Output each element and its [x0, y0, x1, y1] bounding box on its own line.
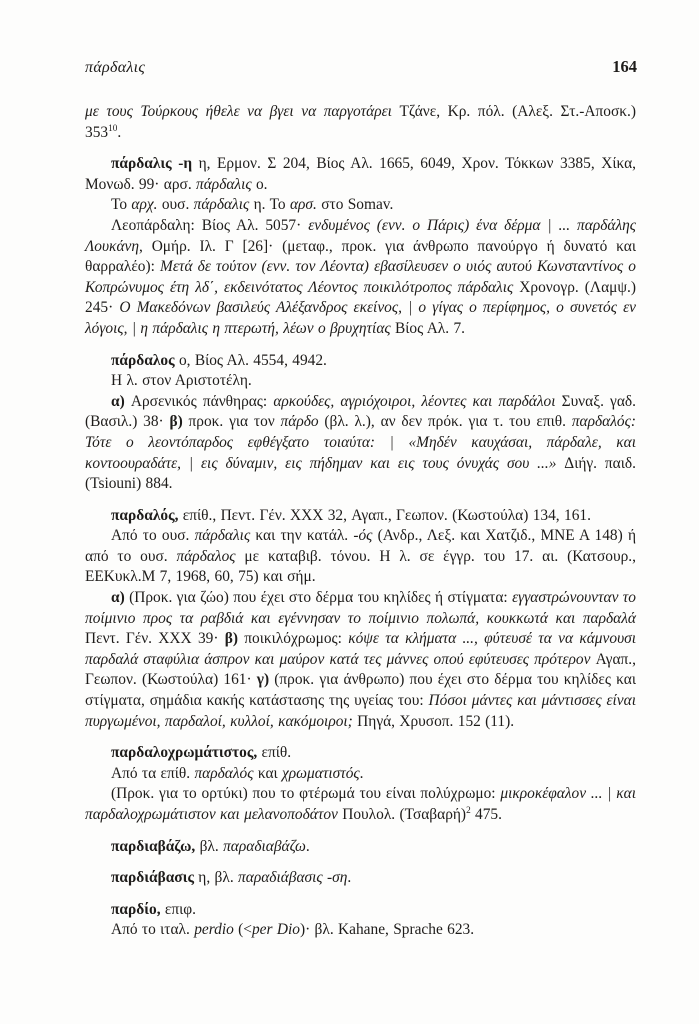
- text-segment: ενδυμένος (ενν. ο Πάρις) ένα δέρμα | ... παρδάλης Λουκάνη: [85, 216, 636, 255]
- text-segment: Μετά δε τούτον (ενν. τον Λέοντα) εβασίλευσεν ο υιός αυτού Κωνσταντίνος ο Κοπρώνυμος έτη λδ΄, εκδεινότατος Λέοντος ποικιλότροπος πάρδαλις: [85, 258, 636, 296]
- text-segment: (Προκ. για το ορτύκι) που το φτέρωμά του είναι πολύχρωμο:: [111, 785, 501, 803]
- text-segment: .: [347, 869, 352, 887]
- text-segment: Αρσενικός πάνθηρας:: [130, 392, 274, 410]
- text-segment: per Dio: [251, 921, 300, 939]
- text-segment: πάρδο: [280, 413, 319, 431]
- etymology-paragraph: [85, 195, 636, 216]
- text-segment: παρδαλός,: [111, 506, 183, 524]
- text-segment: πάρδαλος: [111, 351, 179, 369]
- text-segment: στο Somav.: [316, 196, 394, 214]
- entry-pardio: [85, 900, 636, 921]
- text-segment: και: [253, 764, 283, 782]
- text-segment: αρχ.: [131, 196, 158, 214]
- entry-pardiavasis: [85, 868, 636, 889]
- etymology-paragraph: [85, 920, 636, 941]
- etymology-paragraph: [85, 764, 636, 785]
- text-segment: Διήγ. παιδ. (Tsiouni) 884.: [85, 454, 636, 493]
- text-segment: .: [305, 837, 310, 855]
- text-segment: ουσ.: [157, 196, 194, 214]
- text-segment: (Προκ. για ζώο) που έχει στο δέρμα του κηλίδες ή στίγματα:: [129, 589, 513, 607]
- text-segment: (προκ. για άνθρωπο) που έχει στο δέρμα του κηλίδες και στίγματα, σημάδια κακής κατάστασης της υγείας του:: [85, 671, 636, 710]
- running-title: πάρδαλις: [85, 59, 146, 76]
- text-segment: , Ομήρ. Ιλ. Γ [26]· (μεταφ., προκ. για άνθρωπο πανούργο ή δυνατό και θαρραλέο):: [85, 237, 636, 276]
- text-segment: Η λ. στον Αριστοτέλη.: [111, 372, 252, 390]
- text-segment: κόψε τα κλήματα ..., φύτευσέ τα να κάμνουσι παρδαλά σταφύλια άσπρον και μαύρον κατά τες μάννες οπού εφύτευσες πρότερον: [85, 630, 636, 668]
- text-segment: πάρδαλις: [196, 175, 252, 193]
- text-segment: γ): [256, 671, 275, 689]
- text-segment: αρκούδες, αγριόχοιροι, λέοντες και παρδάλοι: [273, 392, 562, 410]
- text-segment: Από το ιταλ.: [111, 921, 195, 939]
- entry-pardalis: [85, 154, 636, 195]
- text-segment: α): [111, 392, 131, 410]
- text-segment: παρδίο,: [111, 900, 165, 918]
- text-segment: α): [111, 589, 130, 607]
- text-segment: (Ανδρ., Λεξ. και Χατζιδ., ΜΝΕ Α 148) ή από το ουσ.: [85, 527, 636, 565]
- text-segment: Πόσοι μάντες και μάντισσες είναι πυργωμένοι, παρδαλοί, κυλλοί, κακόμοιροι;: [85, 692, 636, 730]
- text-segment: και την κατάλ.: [250, 527, 354, 545]
- etymology-paragraph: [85, 371, 636, 392]
- text-segment: .: [359, 764, 364, 782]
- text-segment: χρωματιστός: [282, 764, 360, 782]
- text-segment: παρδιαβάζω,: [111, 837, 200, 855]
- text-segment: πάρδαλις: [194, 527, 251, 545]
- continuation-paragraph: [85, 102, 636, 143]
- text-segment: παραδιάβασις -ση: [238, 869, 348, 887]
- text-segment: Πουλολ. (Τσαβαρή): [342, 806, 467, 823]
- text-segment: -ός: [353, 527, 373, 545]
- text-segment: 475.: [470, 806, 502, 823]
- text-segment: Από τα επίθ.: [111, 764, 195, 782]
- text-segment: β): [169, 413, 189, 431]
- text-segment: παραδιαβάζω: [223, 837, 306, 855]
- page-body: [85, 102, 636, 941]
- text-segment: επιφ.: [164, 900, 197, 918]
- sense-paragraph: [85, 784, 636, 825]
- text-segment: Χρονογρ. (Λαμψ.) 245·: [85, 278, 636, 317]
- entry-pardalochromatistos: [85, 743, 636, 764]
- text-segment: παρδιάβασις: [111, 869, 199, 887]
- text-segment: Αγαπ., Γεωπον. (Κωστούλα) 161·: [85, 650, 636, 689]
- entry-pardiavazo: [85, 837, 636, 858]
- text-segment: Ο Μακεδόνων βασιλεύς Αλέξανδρος εκείνος, | ο γίγας ο περίφημος, ο συνετός εν λόγοις, | η πάρδαλις η πτερωτή, λέων ο βρυχητίας: [85, 299, 636, 337]
- text-segment: perdio: [194, 921, 234, 939]
- text-segment: προκ. για τον: [188, 413, 281, 431]
- text-segment: μικροκέφαλον ... | και παρδαλοχρωμάτιστον και μελανοποδάτον: [85, 785, 636, 823]
- text-segment: )· βλ. Kahane, Sprache 623.: [299, 921, 475, 939]
- text-segment: β): [224, 630, 245, 648]
- text-segment: Τζάνε, Κρ. πόλ. (Αλεξ. Στ.-Αποσκ.) 353: [85, 103, 636, 141]
- text-segment: πάρδαλις -η: [111, 155, 199, 173]
- text-segment: Συναξ. γαδ. (Βασιλ.) 38·: [85, 392, 637, 431]
- text-segment: ο, Βίος Αλ. 4554, 4942.: [178, 351, 327, 369]
- entry-pardalos-noun: [85, 351, 636, 372]
- text-segment: πάρδαλος: [176, 547, 236, 565]
- text-segment: ο.: [251, 175, 268, 193]
- text-segment: επίθ.: [261, 744, 292, 762]
- sense-paragraph: [85, 588, 636, 732]
- text-segment: με τους Τούρκους ήθελε να βγει να παργοτάρει: [85, 103, 400, 120]
- text-segment: Πηγά, Χρυσοπ. 152 (11).: [357, 712, 515, 730]
- text-segment: παρδαλός: Τότε ο λεοντόπαρδος εφθέγξατο τοιαύτα: | «Μηδέν καυχάσαι, πάρδαλε, και κοντοουραδάτε, | εις δύναμιν, εις πήδημαν και εις τους όνυχάς σου ...»: [85, 413, 636, 472]
- text-segment: επίθ., Πεντ. Γέν. XXX 32, Αγαπ., Γεωπον. (Κωστούλα) 134, 161.: [182, 506, 591, 524]
- text-segment: η. Το: [249, 196, 290, 214]
- text-segment: βλ.: [199, 837, 224, 855]
- sense-paragraph: [85, 392, 636, 495]
- text-segment: η, βλ.: [198, 869, 239, 887]
- text-segment: Βίος Αλ. 7.: [395, 319, 466, 337]
- text-segment: πάρδαλις: [193, 196, 250, 214]
- text-segment: Πεντ. Γέν. XXX 39·: [85, 630, 225, 648]
- page-number: 164: [612, 57, 637, 76]
- text-segment: Το: [111, 196, 132, 214]
- text-segment: εγγαστρώνουνταν το ποίμινιο προς τα ραβδιά και εγέννησαν το ποίμινιο πολωπά, κουκκωτά και παρδαλά: [85, 589, 637, 627]
- text-segment: με καταβιβ. τόνου. Η λ. σε έγγρ. του 17. αι. (Κατσουρ., ΕΕΚυκλ.Μ 7, 1968, 60, 75) και σήμ.: [85, 547, 636, 586]
- sense-paragraph: [85, 216, 636, 340]
- text-segment: παρδαλός: [194, 764, 254, 782]
- text-segment: 10: [108, 122, 118, 133]
- page-header: [85, 57, 637, 77]
- text-segment: Από το ουσ.: [111, 527, 195, 545]
- text-segment: (βλ. λ.), αν δεν πρόκ. για τ. του επιθ.: [318, 413, 572, 431]
- text-segment: παρδαλοχρωμάτιστος,: [111, 744, 262, 762]
- text-segment: (<: [233, 921, 252, 939]
- text-segment: .: [117, 123, 122, 141]
- text-segment: ποικιλόχρωμος:: [244, 630, 349, 648]
- text-segment: αρσ.: [289, 196, 317, 214]
- text-segment: Λεοπάρδαλη: Βίος Αλ. 5057·: [111, 216, 309, 234]
- text-segment: η, Ερμον. Σ 204, Βίος Αλ. 1665, 6049, Χρον. Τόκκων 3385, Χίκα, Μονωδ. 99· αρσ.: [85, 155, 636, 193]
- etymology-paragraph: [85, 526, 636, 588]
- text-segment: 2: [466, 804, 471, 815]
- entry-pardalos-adj: [85, 506, 636, 527]
